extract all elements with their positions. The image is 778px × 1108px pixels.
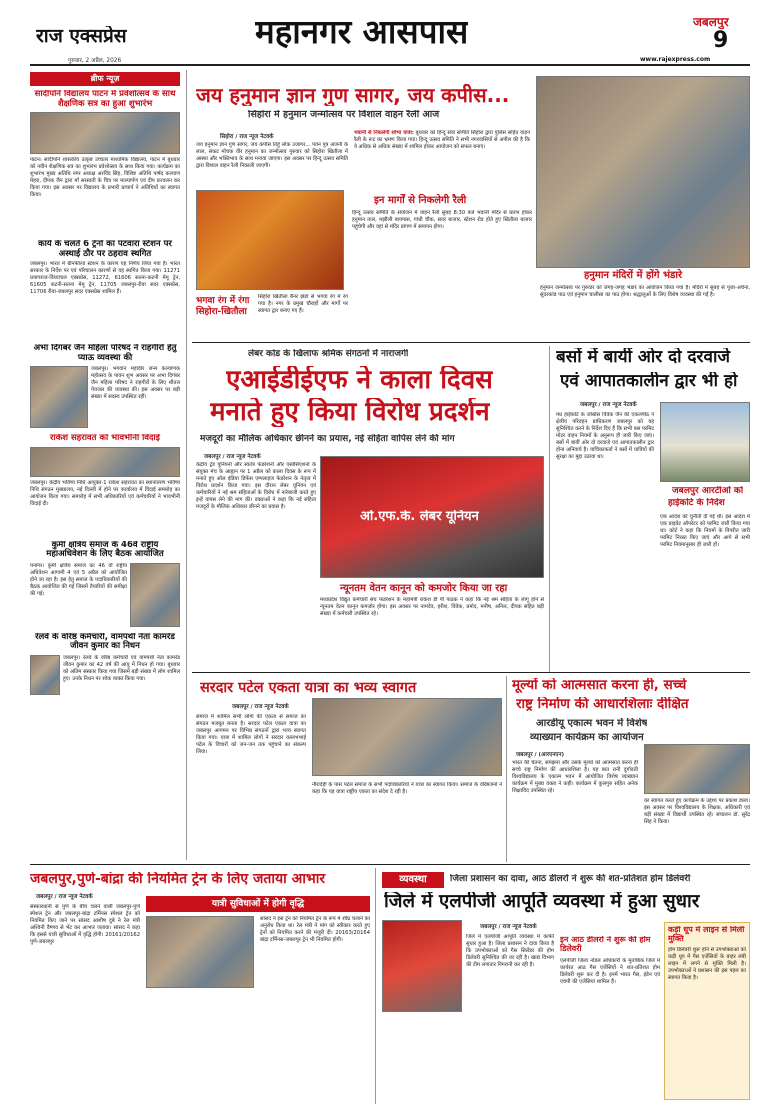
hanuman-bottom-rule xyxy=(192,342,750,343)
hanuman-subhead: सिहोरा में हनुमान जन्मोत्सव पर विशाल वाहन रैली आज xyxy=(248,110,440,120)
lpg-sidebar-head: कड़ी धूप में लाइन से मिली मुक्ति xyxy=(668,926,745,943)
page-number: 9 xyxy=(713,29,729,53)
brief-head-1: सांदीपनि विद्यालय पाटन में प्रवेशोत्सव के साथ शैक्षणिक सत्र का हुआ शुभारंभ xyxy=(34,90,176,109)
labour-kicker: लेबर कोड के खिलाफ श्रमिक संगठनों में नाराजगी xyxy=(248,349,409,359)
lpg-byline: जबलपुर / राज न्यूज नेटवर्क xyxy=(480,924,537,930)
rto-headline-1: बसों में बायीं ओर दो दरवाजे xyxy=(556,348,730,367)
values-headline-2: राष्ट्र निर्माण की आधारशिलाः दीक्षित xyxy=(516,697,689,712)
lpg-body: जिले में एलपीजी आपूर्ति व्यवस्था में काफी सुधार हुआ है। जिला प्रशासन ने दावा किया है कि उपभोक्ताओं को गैस सिलेंडर की होम डिलेवरी सुनिश्चित की जा रही है। खाद्य विभाग की टीम लगातार निगरानी कर रही है। xyxy=(466,934,554,968)
brief-head-4: राकेश सहरावत को भावभीनी विदाई xyxy=(50,434,160,444)
values-subhead-1: आरडीयू एकात्म भवन में विशेष xyxy=(536,718,648,729)
hanuman-headline: जय हनुमान ज्ञान गुण सागर, जय कपीस... xyxy=(196,84,510,107)
brief-body-3: जबलपुर। भगवान महावीर जन्म कल्याणक महोत्सव के पावन शुभ अवसर पर अभा दिगंबर जैन महिला परिषद ने राहगीरों के लिए शीतल पेयजल की व्यवस्था की। इस अवसर पर बड़ी संख्या में सदस्य उपस्थित रहीं। xyxy=(91,366,180,401)
brief-body-4: जबलपुर। केंद्रीय भविष्य निधि आयुक्त-1 राकेश सहरावत का स्थानांतरण भविष्य निधि संगठन मुख्यालय, नई दिल्ली में होने पर कार्यालय में विदाई समारोह का आयोजन किया गया। समारोह में सभी अधिकारियों एवं कर्मचारियों ने भावभीनी विदाई दी। xyxy=(30,479,180,507)
train-body-2: सांसद ने इस ट्रेन को नियमित ट्रेन के रूप में शीघ्र चलाने का अनुरोध किया था। रेल मंत्री ने मांग को स्वीकार करते हुए ट्रेनों को नियमित करने की मंजूरी दी। 20163/20164 बांद्रा टर्मिनस-जबलपुर ट्रेन भी नियमित होगी। xyxy=(260,916,370,943)
mid-rule xyxy=(192,672,750,673)
masthead xyxy=(0,0,778,68)
hanuman-byline: सिहोरा / राज न्यूज नेटवर्क xyxy=(220,134,274,140)
lpg-headline: जिले में एलपीजी आपूर्ति व्यवस्था में हुआ सुधार xyxy=(384,892,700,912)
lpg-kicker: जिला प्रशासन का दावा, आठ डीलरों ने शुरू की शत-प्रतिशत होम डिलेवरी xyxy=(450,874,691,884)
brief-head-5: कुर्मी क्षत्रिय समाज के 46वें राष्ट्रीय महाअधिवेशन के लिए बैठक आयोजित xyxy=(46,540,164,560)
values-body-2: का स्वागत करते हुए कार्यक्रम के उद्देश्य पर प्रकाश डाला। इस अवसर पर विश्वविद्यालय के शिक्षक, अधिकारी एवं बड़ी संख्या में विद्यार्थी उपस्थित रहे। संचालन डॉ. सुरेंद्र सिंह ने किया। xyxy=(644,798,750,825)
lpg-subbody: एलपीजी जिला नोडल अधिकारी के मुताबिक जिले में कार्यरत आठ गैस एजेंसियों ने शत-प्रतिशत होम डिलेवरी शुरू कर दी है। इनमें भारत गैस, इंडेन एवं एचपी की एजेंसियां शामिल हैं। xyxy=(560,958,660,985)
values-event-photo xyxy=(644,744,750,794)
rto-caption-1: जबलपुर आरटीओ को xyxy=(672,486,744,496)
train-body-3 xyxy=(146,992,254,1100)
route-body: हिन्दू उत्सव समिति के संयोजन में वाहन रैली सुबह 8:30 बजे भवानी मंदिर से प्रारंभ होकर हनुमान ताल, मझौली बायपास, गांधी चौक, सदर बाजार, स्टेशन रोड होते हुए खितौला बाजार पहुंचेगी और वहां से मंदिर प्रांगण में समापन होगा। xyxy=(352,210,532,230)
saffron-caption: भगवा रंग में रंगा सिहोरा-खितौला xyxy=(196,296,250,317)
rto-byline: जबलपुर / राज न्यूज नेटवर्क xyxy=(580,402,637,408)
train-headline: जबलपुर,पुणे-बांद्रा की नियमित ट्रेन के लिए जताया आभार xyxy=(30,872,326,887)
lpg-body-3 xyxy=(382,1016,462,1100)
brief-head-3: अभा दिगंबर जैन महिला परिषद ने राहगीरों हेतु प्याऊ व्यवस्था की xyxy=(33,344,177,363)
brief-head-6: रेलवे के वरिष्ठ कर्मचारी, वामपंथी नेता कामरेड जीवन कुमार का निधन xyxy=(35,632,175,652)
paper-logo: राज एक्सप्रेस xyxy=(36,26,127,47)
values-subhead-2: व्याख्यान कार्यक्रम का आयोजन xyxy=(530,732,644,743)
section-title: महानगर आसपास xyxy=(255,14,469,51)
hanuman-idol-photo xyxy=(196,190,344,290)
brief-head-2: कार्य के चलते 6 ट्रेनों का पटवारा स्टेशन पर अस्थाई ठौर पर ठहराव स्थगित xyxy=(38,240,172,259)
brief-body-5: पनागर। कुर्मी क्षत्रिय समाज का 46 वाँ राष्ट्रीय अधिवेशन आगामी 4 एवं 5 अप्रैल को आयोजित होने जा रहा है। इस हेतु समाज के पदाधिकारियों की बैठक आयोजित की गई जिसमें तैयारियों की समीक्षा की गई। xyxy=(30,562,127,597)
patel-byline: जबलपुर / राज न्यूज नेटवर्क xyxy=(232,704,289,710)
brief-column xyxy=(30,70,180,860)
labour-body: केंद्रीय ट्रेड यूनियनों और स्वतंत्र फेडरेशनों और एसोसिएशनों के संयुक्त मंच के आह्वान पर 1 अप्रैल को काला दिवस के रूप में मनाते हुए ऑल इंडिया डिफेंस एम्पलाइज फेडरेशन के नेतृत्व में विरोध प्रदर्शन किया गया। इस दौरान लेबर यूनियन एवं कर्मचारियों ने नई श्रम संहिताओं के विरोध में नारेबाजी करते हुए इन्हें वापस लेने की मांग की। वक्ताओं ने कहा कि नई संहिता मजदूरों के मौलिक अधिकार छीनने का प्रयास है। xyxy=(196,462,316,510)
hanuman-body: जय हनुमान ज्ञान गुण सागर, जय कपीस तिहुं लोक उजागर... पवन पुत्र अंजनी के लाल, संकट मोचक वीर हनुमान का जन्मोत्सव गुरुवार को सिहोरा खितौला में आस्था और भक्तिभाव के साथ मनाया जाएगा। इस अवसर पर हिन्दू उत्सव समिति द्वारा विशाल वाहन रैली निकाली जाएगी। xyxy=(196,142,348,169)
patel-yatra-photo xyxy=(312,698,502,776)
rto-body: मप्र हाईकोर्ट के जस्टिस विवेक जैन की एकलपीठ ने क्षेत्रीय परिवहन प्राधिकरण जबलपुर को यह सुनिश्चित करने के निर्देश दिए हैं कि सभी बस परमिट मोटर वाहन नियमों के अनुरूप ही जारी किए जाएं। बसों में बायीं ओर दो दरवाजे एवं आपातकालीन द्वार होना अनिवार्य है। याचिकाकर्ता ने बसों में यात्रियों की सुरक्षा का मुद्दा उठाया था। xyxy=(556,412,654,460)
obituary-photo xyxy=(30,655,60,695)
patel-body-2: नौरादेही के पास पटेल समाज के सभी पदाधिकारियों ने यात्रा का स्वागत किया। समाज के वरिष्ठजनों ने कहा कि यह यात्रा राष्ट्रीय एकता का संदेश दे रही है। xyxy=(312,782,502,795)
brief-body-6: जबलपुर। रेलवे के वरिष्ठ कर्मचारी एवं वामपंथी नेता कामरेड जीवन कुमार का 42 वर्ष की आयु में निधन हो गया। बुधवार को अंतिम संस्कार किया गया जिसमें बड़ी संख्या में लोग शामिल हुए। उनके निधन पर शोक व्यक्त किया गया। xyxy=(63,654,180,682)
labour-headline-2: मनाते हुए किया विरोध प्रदर्शन xyxy=(210,398,490,427)
city-label: जबलपुर xyxy=(693,16,729,29)
labour-byline: जबलपुर / राज न्यूज नेटवर्क xyxy=(204,454,261,460)
values-body: भारत की चेतना, समझना और उसके मूल्यों को आत्मसात करना ही सच्चे राष्ट्र निर्माण की आधारशिला है। यह बात रानी दुर्गावती विश्वविद्यालय के एकात्म भवन में आयोजित विशेष व्याख्यान कार्यक्रम में मुख्य वक्ता ने कही। कार्यक्रम में कुलगुरु सहित अनेक शिक्षाविद उपस्थित रहे। xyxy=(512,760,638,794)
brief-label: ब्रीफ न्यूज़ xyxy=(30,72,180,86)
lower-rule xyxy=(30,864,750,865)
labour-subhead: न्यूनतम वेतन कानून को कमजोर किया जा रहा xyxy=(340,583,508,594)
farewell-photo xyxy=(30,447,180,477)
patel-headline: सरदार पटेल एकता यात्रा का भव्य स्वागत xyxy=(200,680,417,696)
hanuman-temple-body: हनुमान जन्मोत्सव पर गुरुवार को जगह-जगह भंडारे का आयोजन किया गया है। मंदिरों में सुबह से पूजा-अर्चना, सुंदरकांड पाठ एवं हनुमान चालीसा का पाठ होगा। श्रद्धालुओं के लिए विशेष व्यवस्था की गई है। xyxy=(540,285,750,298)
labour-divider xyxy=(549,346,550,672)
school-photo xyxy=(30,112,180,154)
values-headline-1: मूल्यों को आत्मसात करना ही, सच्चे xyxy=(512,678,687,693)
lpg-sidebar xyxy=(664,922,750,1100)
site-url: www.rajexpress.com xyxy=(640,56,711,63)
kurmi-photo xyxy=(130,563,180,627)
hanuman-temple-caption: हनुमान मंदिरों में होंगे भंडारे xyxy=(584,270,683,281)
train-meeting-photo xyxy=(146,916,254,988)
rto-headline-2: एवं आपातकालीन द्वार भी हो xyxy=(560,372,738,391)
highcourt-photo xyxy=(660,402,750,482)
hanuman-col2-head: भवानी से निकलेगी शोभा यात्रा: xyxy=(354,130,414,136)
train-box-label: यात्री सुविधाओं में होगी वृद्धि xyxy=(146,896,370,912)
jain-photo xyxy=(30,366,88,428)
masthead-rule xyxy=(30,64,750,66)
hanuman-col2-body: बुधवार को हिन्दू सेवा समिति सिहोरा द्वारा पुलिस सहित वाहन रैली के रूट का भ्रमण किया गया। हिन्दू उत्सव समिति ने सभी नगरवासियों से अपील की है कि वे अधिक से अधिक संख्या में शामिल होकर आयोजन को सफल बनाएं। xyxy=(354,130,530,150)
lpg-subhead: इन आठ डीलरों ने शुरू की होम डिलेवरी xyxy=(560,936,651,953)
labour-banner: ओ.एफ.के. लेबर यूनियन xyxy=(360,510,479,524)
saffron-caption-body: सिहोरा खितौला बैनर झंडों से भगवा रंग में रंग गया है। नगर के प्रमुख चौराहों और मार्गों पर स्वागत द्वार बनाए गए हैं। xyxy=(258,294,348,314)
train-body: संस्कारधानी से पुणे के बीच चलने वाली जबलपुर-पुणे स्पेशल ट्रेन और जबलपुर-बांद्रा टर्मिनस स्पेशल ट्रेन को नियमित किए जाने पर सांसद आशीष दुबे ने रेल मंत्री अश्विनी वैष्णव से भेंट कर आभार जताया। सांसद ने कहा कि इससे यात्री सुविधाओं में वृद्धि होगी। 20161/20162 पुणे-जबलपुर xyxy=(30,904,140,945)
labour-subbody: मध्यप्रदेश विद्युत कर्मचारी संघ फेडरेशन के महामंत्री राकेश डी पी पाठक ने कहा कि नई श्रम संहिता के लागू होने से न्यूनतम वेतन कानून कमजोर होगा। इस अवसर पर नामदेव, हरीश, विवेक, प्रमोद, मनीष, अनिल, दीपक सहित बड़ी संख्या में कर्मचारी उपस्थित रहे। xyxy=(320,597,544,617)
rto-body-3 xyxy=(556,546,654,664)
lpg-sidebar-body: होम डिलेवरी शुरू होने से उपभोक्ताओं को कड़ी धूप में गैस एजेंसियों के बाहर लंबी लाइन में लगने से मुक्ति मिली है। उपभोक्ताओं ने प्रशासन की इस पहल का स्वागत किया है। xyxy=(668,946,746,981)
hanuman-rally-photo xyxy=(536,76,750,268)
brief-body-2: जबलपुर। भारत में ग्रीनफील्ड स्टेशन के कारण यह निर्णय लिया गया है। भारत सरकार के निर्देश पर एवं परिचालन कारणों से यह स्थगित किया गया। 11271 प्रयागराज-विंध्याचल एक्सप्रेस, 11272, 61606 सतना-कटनी मेमू ट्रेन, 61605 कटनी-सतना मेमू ट्रेन, 11705 जबलपुर-रीवा सदर एक्सप्रेस, 11706 रीवा-जबलपुर सदर एक्सप्रेस शामिल हैं। xyxy=(30,261,180,296)
train-byline: जबलपुर / राज न्यूज नेटवर्क xyxy=(36,894,93,900)
values-byline: जबलपुर / (आरएनएन) xyxy=(516,752,565,758)
brief-body-1: पाटन। सांदीपनि शासकीय उत्कृष्ट उच्चतर माध्यमिक विद्यालय, पाटन में बुधवार को नवीन शैक्षणिक सत्र का शुभारंभ प्रवेशोत्सव के साथ किया गया। कार्यक्रम का शुभारंभ मुख्य अतिथि नगर अध्यक्ष अरविंद सिंह, विशिष्ट अतिथि पार्षद कल्याण मेहरा, दीपक जैन द्वारा माँ सरस्वती के चित्र पर माल्यार्पण एवं दीप प्रज्वलन कर किया गया। इस अवसर पर विद्यालय के प्रभारी प्राचार्य ने अतिथियों का स्वागत किया। xyxy=(30,157,180,199)
brief-divider xyxy=(186,70,187,860)
train-divider xyxy=(375,868,376,1104)
labour-deck: मजदूरों का मौलिक अधिकार छीनने का प्रयास, नई संहिता वापिस लेने की मांग xyxy=(200,434,455,444)
rto-caption-2: हाईकोर्ट के निर्देश xyxy=(668,498,725,508)
rto-body-2: एक आदेश को चुनौती दी गई थी। इस आदेश में एक प्राइवेट ऑपरेटर को परमिट जारी किया गया था। कोर्ट ने कहा कि नियमों के विपरीत जारी परमिट निरस्त किए जाएं और आगे से सभी परमिट नियमानुसार ही जारी हों। xyxy=(660,514,750,548)
labour-headline-1: एआईडीईएफ ने काला दिवस xyxy=(226,366,493,395)
hanuman-col2 xyxy=(354,130,530,188)
route-heading: इन मार्गों से निकलेगी रैली xyxy=(374,195,467,206)
lpg-cylinder-photo xyxy=(382,920,462,1012)
patel-divider xyxy=(506,676,507,862)
publish-date: गुरुवार, 2 अप्रैल, 2026 xyxy=(68,58,122,64)
patel-body: समाज में शामिल सभी लोगों की एकता से समाज का संगठन मजबूत बनता है। सरदार पटेल एकता यात्रा का जबलपुर आगमन पर विभिन्न संगठनों द्वारा भव्य स्वागत किया गया। यात्रा में शामिल लोगों ने सरदार वल्लभभाई पटेल के विचारों को जन-जन तक पहुंचाने का संकल्प लिया। xyxy=(196,714,306,755)
lpg-tag: व्यवस्था xyxy=(382,872,444,888)
